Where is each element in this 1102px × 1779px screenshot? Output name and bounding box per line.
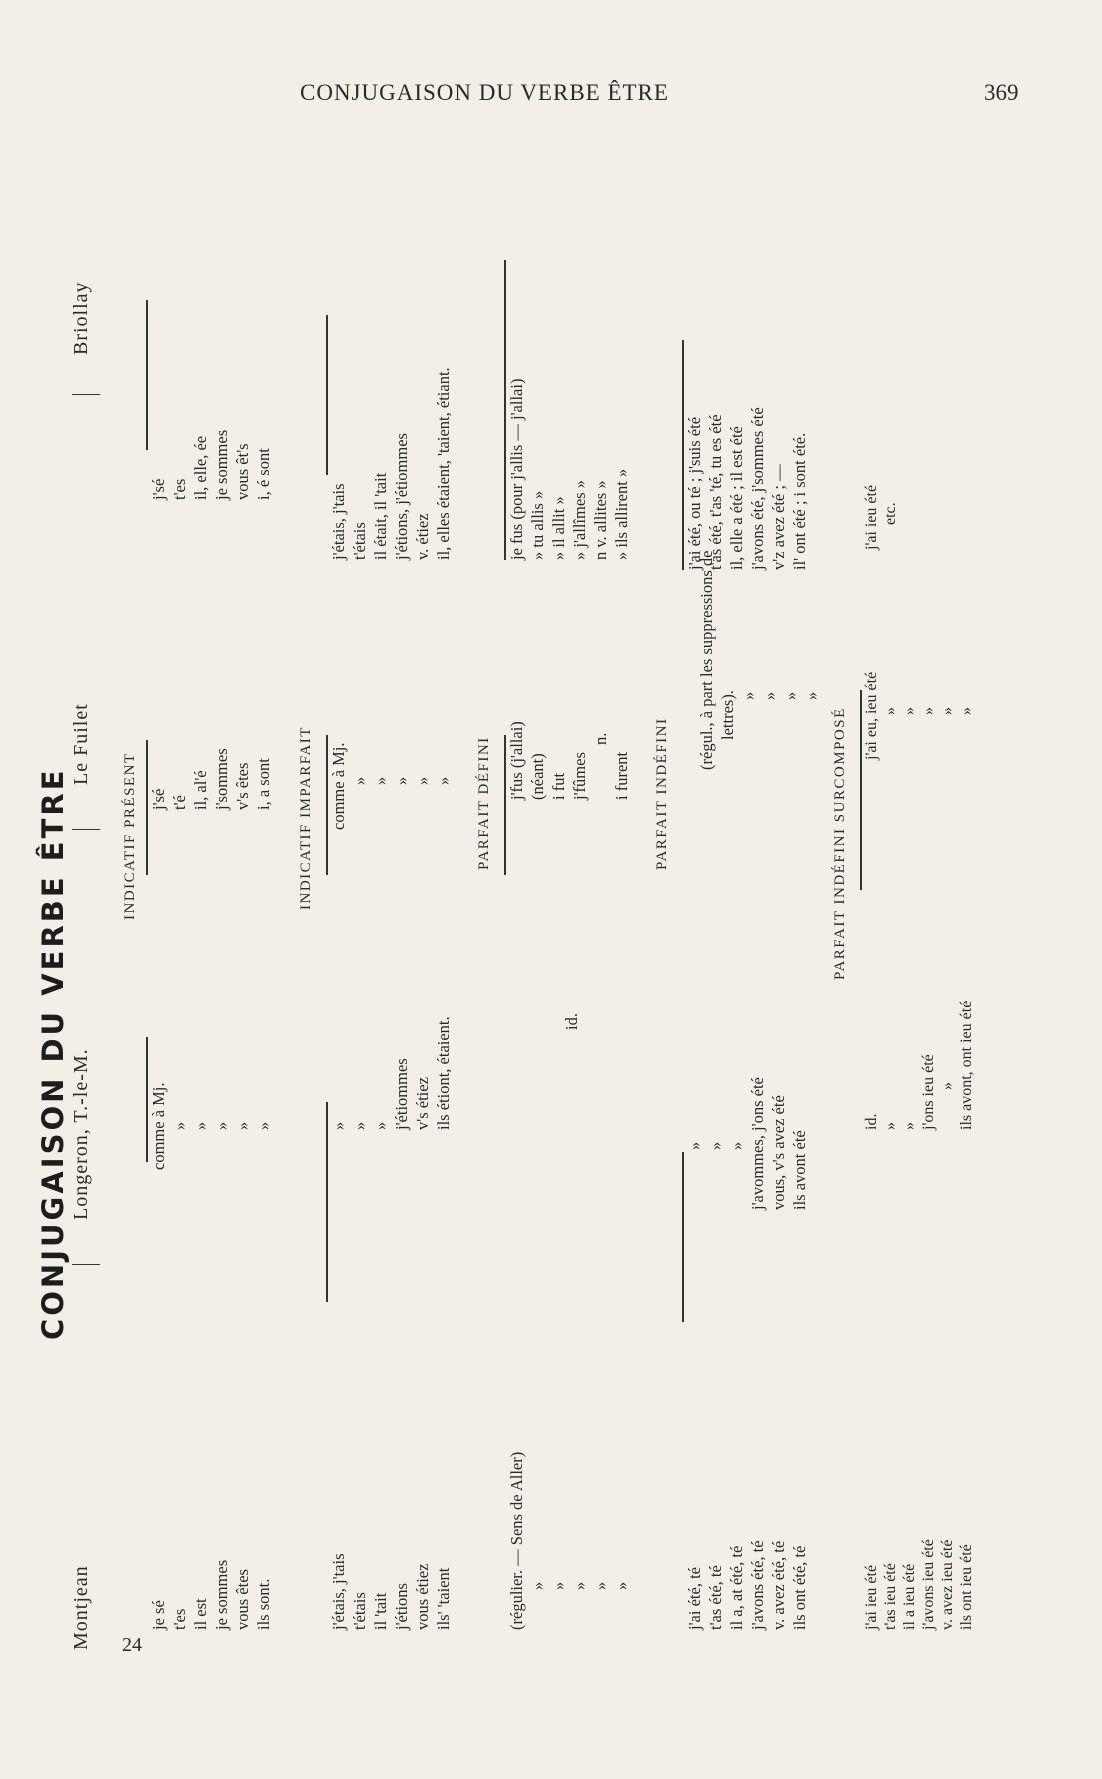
running-header-title: CONJUGAISON DU VERBE ÊTRE xyxy=(300,80,669,105)
page-number: 369 xyxy=(984,80,1019,105)
conjugation-cell: j'étais, j'tais t'étais il 'tait j'étions vous étiez ils' 'taient xyxy=(329,1553,453,1630)
section-heading: INDICATIF IMPARFAIT xyxy=(298,726,314,910)
cell-rule xyxy=(146,1037,148,1162)
cell-rule xyxy=(326,1102,328,1302)
section-heading: INDICATIF PRÉSENT xyxy=(122,752,138,920)
column-header-longeron: Longeron, T.-le-M. xyxy=(70,1048,92,1220)
conjugation-cell: j'fus (j'allai) (néant) i fut j'fûmes n. i furent xyxy=(507,721,631,800)
conjugation-cell: (régulier. — Sens de Aller) » » » » » xyxy=(507,1451,631,1630)
conjugation-cell: j'sé t'es il, elle, ée je sommes vous êt's i, é sont xyxy=(149,429,273,500)
cell-rule xyxy=(682,1152,684,1322)
column-header-briollay: Briollay xyxy=(70,281,92,355)
conjugation-cell: comme à Mj. » » » » » xyxy=(149,1082,273,1170)
conjugation-cell: id. xyxy=(562,1013,581,1030)
conjugation-cell: id. » » j'ons ieu été » ils avont, ont ieu été xyxy=(863,1000,975,1130)
column-divider xyxy=(72,829,100,830)
cell-rule xyxy=(860,690,862,890)
section-heading: PARFAIT INDÉFINI xyxy=(654,717,670,870)
column-header-montjean: Montjean xyxy=(70,1565,92,1650)
column-divider xyxy=(72,394,100,395)
cell-rule xyxy=(146,740,148,875)
conjugation-cell: j'ai ieu été t'as ieu été il a ieu été j'avons ieu été v. avez ieu été ils ont ieu été xyxy=(863,1539,975,1630)
conjugation-cell: je sé t'es il est je sommes vous êtes ils sont. xyxy=(149,1559,273,1630)
cell-rule xyxy=(326,315,328,475)
column-header-le-fuilet: Le Fuilet xyxy=(70,703,92,785)
conjugation-cell: (régul., à part les suppressions de lettres). » » » » xyxy=(697,550,821,770)
section-heading: PARFAIT DÉFINI xyxy=(476,736,492,870)
conjugation-cell: j'ai ieu été etc. xyxy=(863,484,899,550)
conjugation-cell: comme à Mj. » » » » » xyxy=(329,742,453,830)
cell-rule xyxy=(504,735,506,875)
conjugation-cell: » » » j'étiommes v's étiez ils étiont, étaient. xyxy=(329,1016,453,1130)
rotated-table xyxy=(36,90,1016,1690)
conjugation-cell: j'étais, j'tais t'étais il était, il 'tait j'étions, j'étiommes v. étiez il, elles étaient, 'taient, étiant. xyxy=(329,367,453,560)
column-divider xyxy=(72,1264,100,1265)
conjugation-cell: j'ai été, ou té ; j'suis été t'as été, t'as 'té, tu es été il, elle a été ; il est été j'avons été, j'sommes été v'z avez été ; — il' ont été ; i sont été. xyxy=(685,407,809,570)
conjugation-cell: j'ai été, té t'as été, té il a, at été, té j'avons été, té v. avez été, té ils ont été, té xyxy=(685,1540,809,1630)
cell-rule xyxy=(682,340,684,570)
conjugation-cell: » » » j'avommes, j'ons été vous, v's avez été ils avont été xyxy=(685,1077,809,1210)
cell-rule xyxy=(146,300,148,450)
table-title: CONJUGAISON DU VERBE ÊTRE xyxy=(36,767,70,1340)
cell-rule xyxy=(504,260,506,560)
cell-rule xyxy=(326,735,328,875)
conjugation-cell: j'sé t'é il, al'é j'sommes v's êtes i, a sont xyxy=(149,748,273,810)
printer-signature-mark: 24 xyxy=(122,1634,142,1656)
section-heading: PARFAIT INDÉFINI SURCOMPOSÉ xyxy=(832,707,848,980)
conjugation-cell: je fus (pour j'allis — j'allai) » tu allis » » il allit » » j'allîmes » n v. allites » » ils allirent » xyxy=(507,378,631,560)
conjugation-cell: j'ai eu, ieu été » » » » » xyxy=(863,671,975,760)
